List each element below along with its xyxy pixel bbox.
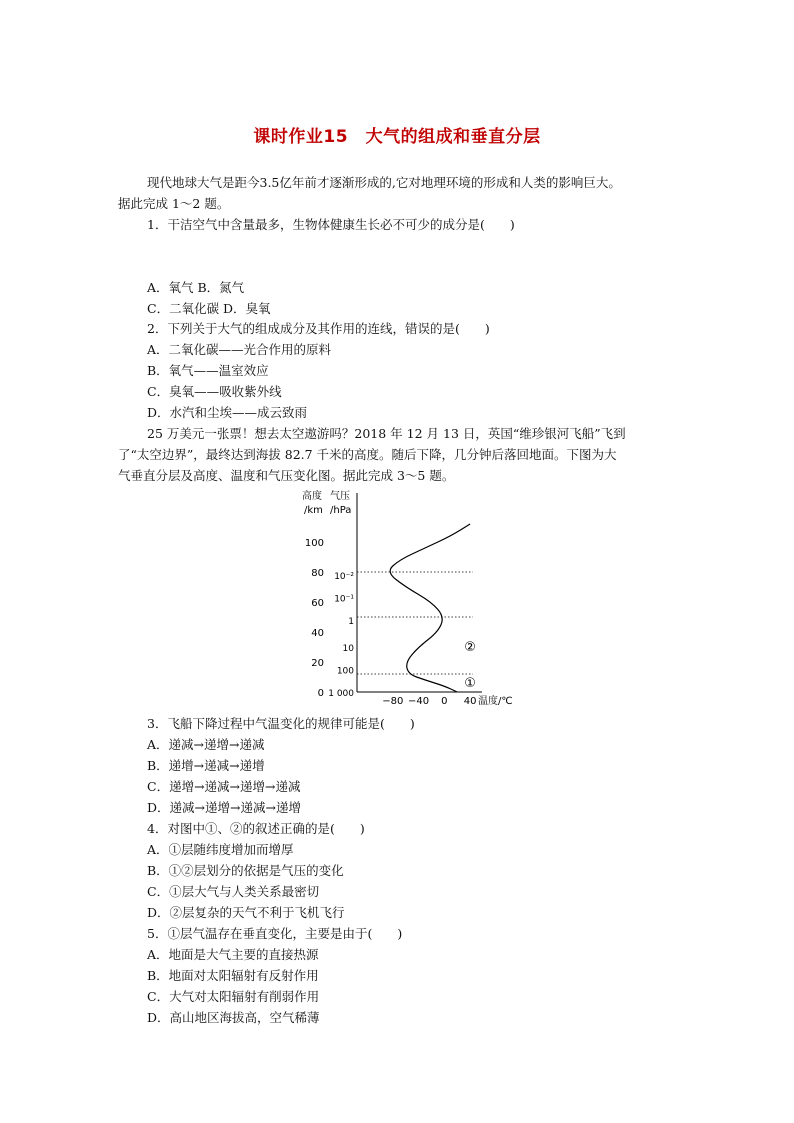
pressure-axis-unit: /hPa	[330, 505, 352, 516]
question-stem: 1．干洁空气中含量最多，生物体健康生长必不可少的成分是( )	[147, 217, 515, 232]
intro-text: 了“太空边界”，最终达到海拔 82.7 千米的高度。随后下降，几分钟后落回地面。下图为大	[118, 447, 617, 462]
page-title: 课时作业15 大气的组成和垂直分层	[253, 127, 541, 147]
question-option: B．氧气——温室效应	[147, 363, 269, 378]
question-option: A．递减→递增→递减	[147, 737, 265, 752]
x-tick-label: 0	[441, 696, 448, 707]
intro-text: 气垂直分层及高度、温度和气压变化图。据此完成 3～5 题。	[118, 468, 455, 483]
y-tick-label: 40	[311, 628, 324, 639]
x-tick-label: −80	[382, 696, 404, 707]
x-tick-label: −40	[408, 696, 430, 707]
pressure-axis-label: 气压	[330, 491, 350, 502]
pressure-tick-label: 1 000	[328, 689, 354, 699]
question-option: B．地面对太阳辐射有反射作用	[147, 968, 319, 983]
pressure-tick-label: 100	[336, 666, 354, 677]
y-tick-label: 100	[304, 538, 324, 549]
y-tick-label: 0	[317, 688, 324, 699]
question-option: C．①层大气与人类关系最密切	[147, 884, 320, 899]
question-option: C．二氧化碳 D．臭氧	[147, 301, 271, 316]
question-option: B．①②层划分的依据是气压的变化	[147, 863, 344, 878]
y-axis-unit: /km	[304, 505, 323, 516]
question-option: D．水汽和尘埃——成云致雨	[147, 405, 308, 420]
question-option: C．大气对太阳辐射有削弱作用	[147, 989, 320, 1004]
question-option: A．二氧化碳——光合作用的原料	[147, 342, 332, 357]
y-tick-label: 60	[311, 598, 324, 609]
question-option: A．①层随纬度增加而增厚	[147, 842, 294, 857]
layer-label: ①	[464, 676, 476, 691]
x-tick-label: 40	[463, 696, 477, 707]
x-axis-label: 温度/℃	[478, 696, 513, 707]
y-axis-label: 高度	[302, 491, 322, 502]
question-option: C．递增→递减→递增→递减	[147, 779, 301, 794]
question-stem: 5．①层气温存在垂直变化，主要是由于( )	[147, 926, 403, 941]
pressure-tick-label: 10	[342, 644, 354, 654]
question-option: B．递增→递减→递增	[147, 758, 265, 773]
question-stem: 3．飞船下降过程中气温变化的规律可能是( )	[147, 716, 415, 731]
temperature-curve	[390, 524, 470, 692]
question-option: C．臭氧——吸收紫外线	[147, 384, 282, 399]
question-option: D．高山地区海拔高，空气稀薄	[147, 1010, 320, 1025]
pressure-tick-label: 1	[348, 617, 354, 627]
question-stem: 4．对图中①、②的叙述正确的是( )	[147, 821, 365, 836]
question-option: D．递减→递增→递减→递增	[147, 800, 301, 815]
question-option: A．氧气 B．氮气	[147, 280, 245, 295]
question-option: A．地面是大气主要的直接热源	[147, 947, 319, 962]
intro-text: 25 万美元一张票！想去太空遨游吗？2018 年 12 月 13 日，英国“维珍银河飞船”飞到	[147, 426, 626, 441]
pressure-tick-label: 10⁻²	[334, 572, 354, 582]
y-tick-label: 20	[311, 658, 324, 669]
pressure-tick-label: 10⁻¹	[334, 594, 354, 605]
intro-text: 据此完成 1～2 题。	[118, 196, 230, 211]
y-tick-label: 80	[311, 568, 324, 579]
question-option: D．②层复杂的天气不利于飞机飞行	[147, 905, 345, 920]
atmosphere-chart	[290, 485, 530, 710]
question-stem: 2．下列关于大气的组成成分及其作用的连线，错误的是( )	[147, 321, 490, 336]
layer-label: ②	[464, 640, 476, 655]
intro-text: 现代地球大气是距今3.5亿年前才逐渐形成的,它对地理环境的形成和人类的影响巨大。	[147, 175, 621, 190]
